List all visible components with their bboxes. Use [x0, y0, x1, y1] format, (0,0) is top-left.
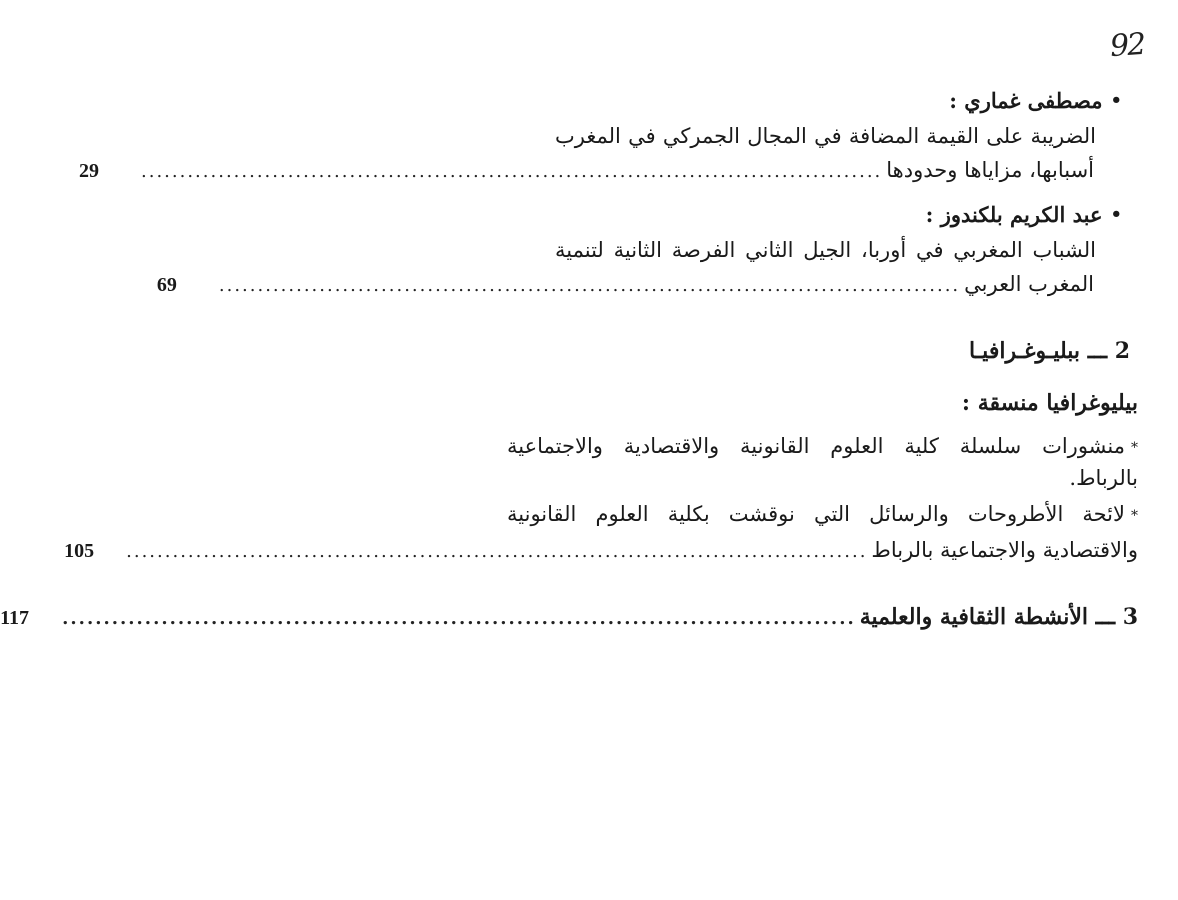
toc-line [0, 604, 1138, 630]
leader-dots: ................................................................................................ [126, 541, 868, 562]
toc-line [64, 538, 1138, 563]
list-item-line: بالرباط. [1069, 466, 1138, 490]
page-number: 29 [79, 160, 99, 182]
section-title: 2 ـــ ببليـوغـرافيـا [969, 338, 1130, 364]
toc-line [156, 272, 1094, 297]
leader-dots: ................................................................................................ [218, 275, 961, 296]
asterisk-icon: * [1131, 439, 1138, 456]
list-item-text: والاقتصادية والاجتماعية بالرباط [871, 538, 1138, 562]
section-subheading: بيليوغرافيا منسقة : [961, 390, 1138, 416]
page-number: 105 [64, 540, 95, 562]
entry-title-line: أسبابها، مزاياها وحدودها [886, 158, 1094, 182]
page-number: 117 [0, 607, 30, 629]
author-name: عبد الكريم بلكندوز : [925, 202, 1103, 227]
list-item-text: منشورات سلسلة كلية العلوم القانونية والاقتصادية والاجتماعية [507, 434, 1125, 458]
toc-line [79, 158, 1094, 183]
bullet-icon: • [1110, 89, 1122, 111]
handwritten-page-mark: 92 [1108, 26, 1146, 65]
leader-dots: ................................................................................................ [62, 608, 856, 629]
page-number: 69 [156, 274, 177, 296]
leader-dots: ................................................................................................ [141, 161, 883, 182]
entry-title-line: المغرب العربي [964, 272, 1094, 296]
entry-author [949, 88, 1122, 113]
entry-author [926, 202, 1122, 227]
list-item-text: لائحة الأطروحات والرسائل التي نوقشت بكلية العلوم القانونية [507, 502, 1125, 526]
bullet-icon: • [1110, 203, 1122, 225]
asterisk-icon: * [1131, 507, 1138, 524]
entry-title-line: الضريبة على القيمة المضافة في المجال الجمركي في المغرب [555, 124, 1096, 148]
list-item-line [507, 502, 1138, 526]
list-item-line [507, 434, 1138, 458]
entry-title-line: الشباب المغربي في أوربا، الجيل الثاني الفرصة الثانية لتنمية [555, 238, 1096, 262]
section-title: 3 ـــ الأنشطة الثقافية والعلمية [859, 604, 1138, 630]
author-name: مصطفى غماري : [949, 88, 1103, 113]
